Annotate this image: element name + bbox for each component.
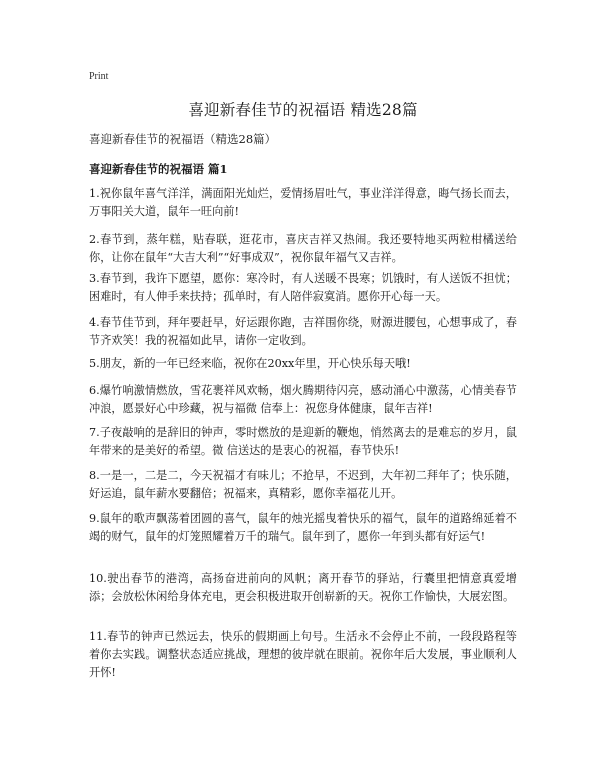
paragraph-1: 1.祝你鼠年喜气洋洋，满面阳光灿烂，爱情扬眉吐气，事业洋洋得意，晦气扬长而去，万事阳关大道，鼠年一旺向前!	[89, 187, 517, 218]
paragraph-7: 7.子夜敲响的是辞旧的钟声，零时燃放的是迎新的鞭炮，悄然离去的是难忘的岁月，鼠年带来的是美好的希望。微 信送达的是衷心的祝福，春节快乐!	[89, 426, 517, 457]
paragraph-4: 4.春节佳节到，拜年要赶早，好运跟你跑，吉祥围你绕，财源进腰包，心想事成了，春节齐欢笑！我的祝福如此早，请你一定收到。	[89, 316, 517, 347]
paragraph-6: 6.爆竹响激情燃放，雪花裹祥风欢畅，烟火腾期待闪亮，感动涌心中激荡，心情美春节冲浪，愿景好心中珍藏，祝与福微 信奉上：祝您身体健康，鼠年吉祥!	[89, 384, 517, 415]
document-subtitle: 喜迎新春佳节的祝福语（精选28篇）	[89, 132, 277, 146]
paragraph-9: 9.鼠年的歌声飘荡着团圆的喜气，鼠年的烛光摇曳着快乐的福气，鼠年的道路绵延着不竭的财气，鼠年的灯笼照耀着万千的瑞气。鼠年到了，愿你一年到头都有好运气!	[89, 512, 517, 543]
paragraph-2: 2.春节到，蒸年糕，贴春联，逛花市，喜庆吉祥又热闹。我还要特地买两粒柑橘送给你，让你在鼠年“大吉大利”“好事成双”，祝你鼠年福气又吉祥。	[89, 233, 517, 264]
paragraph-8: 8.一是一，二是二，今天祝福才有味儿；不抢早，不迟到，大年初二拜年了；快乐随，好运追，鼠年薪水要翻倍；祝福来，真精彩，愿你幸福花儿开。	[89, 469, 517, 500]
paragraph-10: 10.驶出春节的港湾，高扬奋进前向的风帆；离开春节的驿站，行囊里把情意真爱增添；会放松休闲给身体充电，更会积极进取开创崭新的天。祝你工作愉快，大展宏图。	[89, 572, 517, 603]
print-link[interactable]: Print	[89, 71, 109, 82]
section-heading: 喜迎新春佳节的祝福语 篇1	[89, 162, 228, 176]
paragraph-3: 3.春节到，我许下愿望，愿你：寒冷时，有人送暖不畏寒；饥饿时，有人送饭不担忧；困难时，有人伸手来扶持；孤单时，有人陪伴寂寞消。愿你开心每一天。	[89, 272, 517, 303]
paragraph-11: 11.春节的钟声已然远去，快乐的假期画上句号。生活永不会停止不前，一段段路程等着你去实践。调整状态适应挑战，理想的彼岸就在眼前。祝你年后大发展，事业顺利人开怀!	[89, 630, 517, 679]
paragraph-5: 5.朋友，新的一年已经来临，祝你在20xx年里，开心快乐每天哦!	[89, 357, 411, 370]
page-title: 喜迎新春佳节的祝福语 精选28篇	[188, 101, 418, 119]
